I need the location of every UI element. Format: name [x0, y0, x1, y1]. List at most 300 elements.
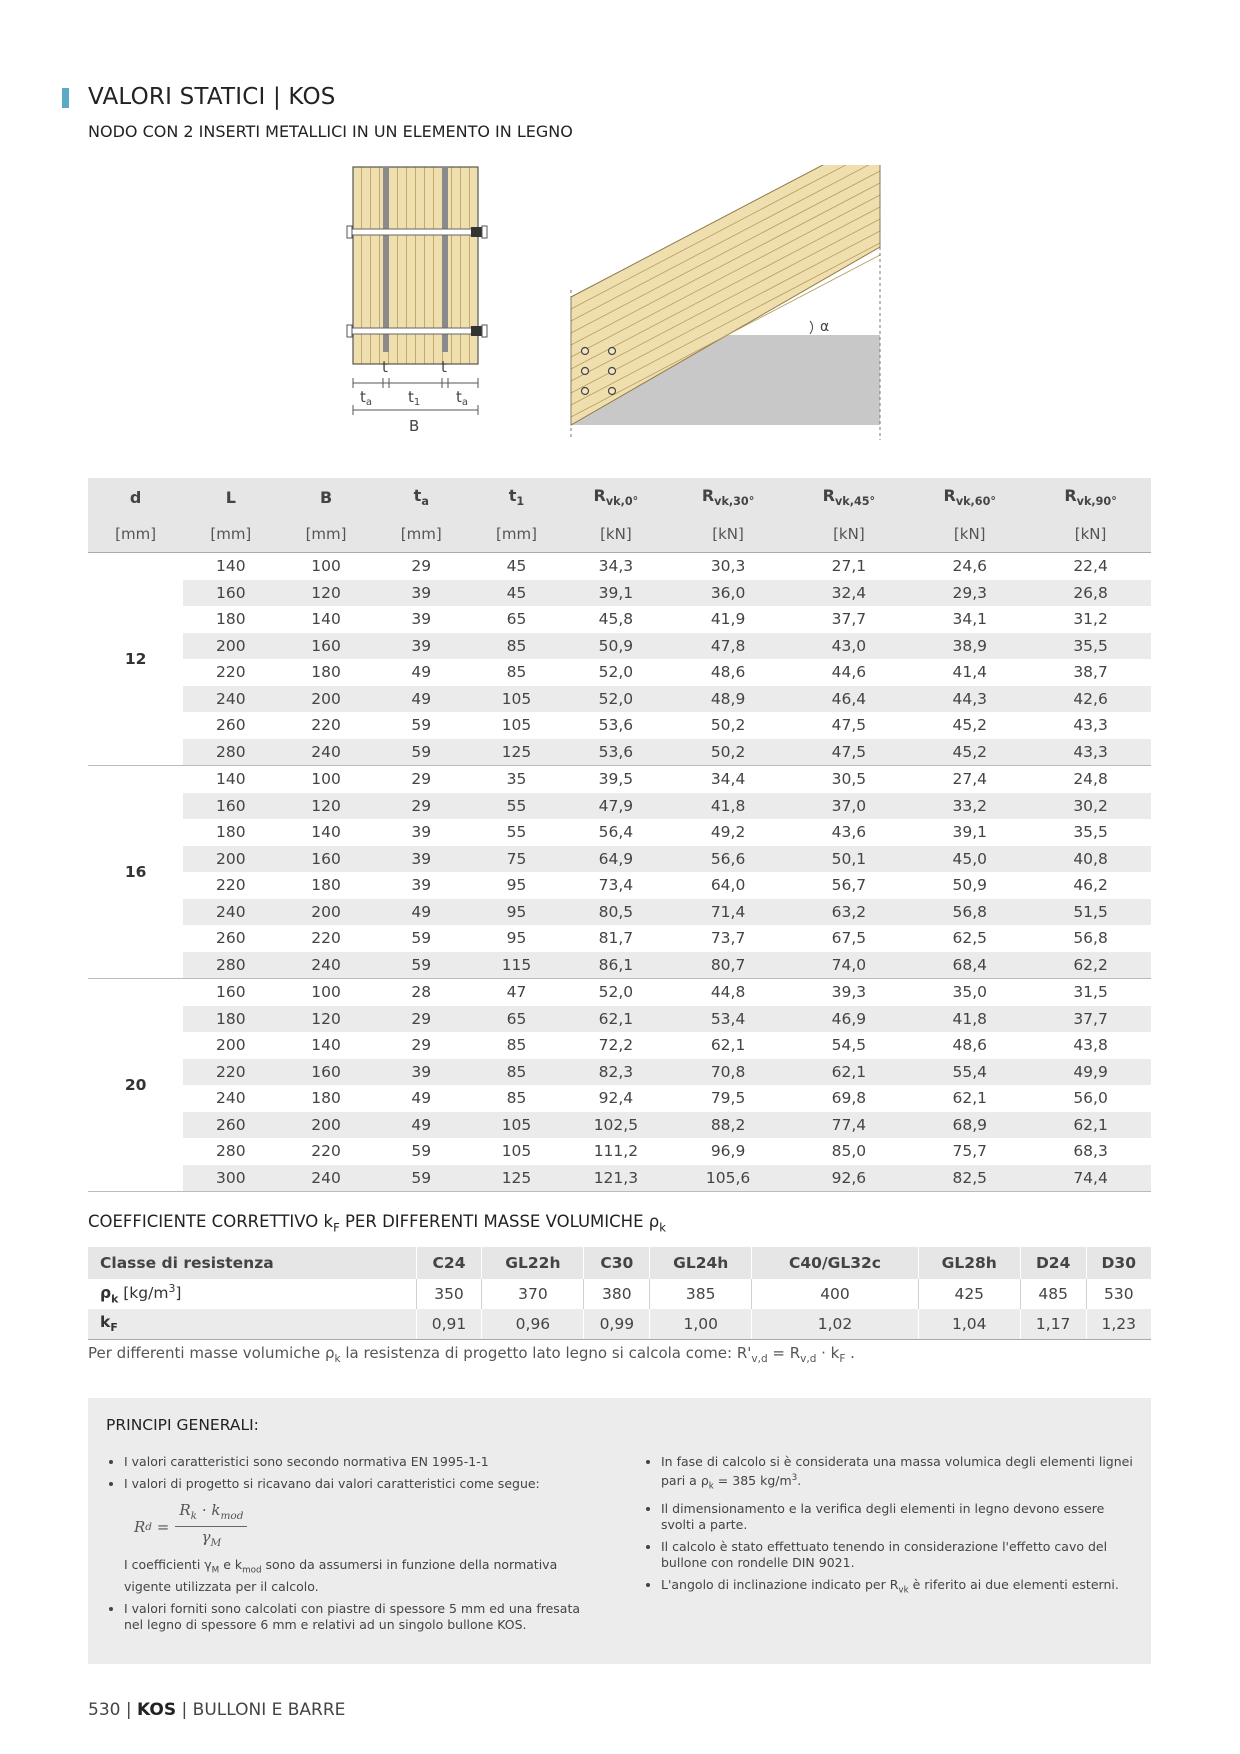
table-cell: 300 [183, 1165, 278, 1192]
table-cell: 43,0 [788, 633, 909, 660]
table-cell: 45,2 [952, 716, 987, 735]
page-footer: 530 | KOS | BULLONI E BARRE [88, 1700, 346, 1720]
table-cell: 28 [411, 983, 432, 1002]
page-subtitle: NODO CON 2 INSERTI METALLICI IN UN ELEMENTO IN LEGNO [88, 122, 573, 141]
table-cell: 220 [311, 929, 341, 948]
table-cell: 24,6 [952, 557, 987, 576]
table-cell: 39,5 [598, 770, 634, 789]
table-cell: 39 [374, 846, 469, 873]
table-cell: 41,9 [710, 610, 746, 629]
table-cell: 45,0 [909, 846, 1030, 873]
table-cell: 180 [311, 1089, 341, 1108]
table-cell: 160 [278, 1059, 373, 1086]
table-cell: 31,2 [1073, 610, 1108, 629]
table-cell: 31,5 [1073, 983, 1108, 1002]
table-row [88, 899, 1151, 926]
table-cell: 63,2 [788, 899, 909, 926]
table-row [88, 1138, 1151, 1165]
table-cell: 53,4 [668, 1006, 789, 1033]
table-cell: 39,1 [952, 823, 987, 842]
table-cell: 47,5 [831, 716, 867, 735]
table-cell: 75,7 [952, 1142, 987, 1161]
table-cell: 48,6 [710, 663, 746, 682]
table-cell: 120 [278, 1006, 373, 1033]
table-row [88, 580, 1151, 607]
table-cell: 200 [183, 633, 278, 660]
table-row [88, 766, 1151, 793]
table-cell: 22,4 [1073, 557, 1108, 576]
table-cell: 27,4 [952, 770, 987, 789]
column-header: $R_{vk,90^\circ}$ [1030, 478, 1151, 516]
table-cell: 43,8 [1073, 1036, 1108, 1055]
table-row [88, 1032, 1151, 1059]
table-cell: 260 [216, 716, 246, 735]
table-cell: 35 [506, 770, 527, 789]
table-row [88, 739, 1151, 766]
table-cell: 85 [469, 1059, 564, 1086]
table-cell: 81,7 [598, 929, 634, 948]
rho-value: 380 [584, 1279, 650, 1309]
label-t1: $t_1$ [408, 388, 421, 408]
table-cell: 73,7 [710, 929, 746, 948]
static-values-table [88, 478, 1151, 1192]
principle-item: • Il calcolo è stato effettuato tenendo in considerazione l'effetto cavo del bullone con rondelle DIN 9021. [661, 1539, 1133, 1571]
diameter-cell: 20 [88, 979, 183, 1192]
rho-value: 425 [918, 1279, 1020, 1309]
table-cell: 39,1 [564, 580, 668, 607]
diameter-cell: 16 [88, 766, 183, 979]
table-cell: 200 [278, 899, 373, 926]
table-cell: 50,2 [668, 739, 789, 766]
table-cell: 92,4 [598, 1089, 634, 1108]
principle-item: • I valori di progetto si ricavano dai valori caratteristici come segue: R d = $\frac{R_k \cdot k_{mod}}{\gamma_M}$ I coefficienti $\gamma_M$ e $k_{mod}$ sono da assumersi in funzione della normativa vigente utilizzata per il calcolo. [124, 1476, 596, 1595]
table-cell: 46,2 [1073, 876, 1108, 895]
table-cell: 55,4 [909, 1059, 1030, 1086]
table-cell: 67,5 [831, 929, 867, 948]
design-value-formula: R d = $\frac{R_k \cdot k_{mod}}{\gamma_M}$ [134, 1502, 596, 1551]
table-cell: 56,7 [831, 876, 867, 895]
table-cell: 280 [183, 739, 278, 766]
principle-item: • In fase di calcolo si è considerata una massa volumica degli elementi lignei pari a $\rho_k = 385$ $kg/m^3$. [661, 1454, 1133, 1495]
table-cell: 200 [278, 686, 373, 713]
table-cell: 39 [374, 633, 469, 660]
table-cell: 74,0 [788, 952, 909, 979]
table-cell: 62,1 [564, 1006, 668, 1033]
table-cell: 69,8 [831, 1089, 867, 1108]
table-row [88, 606, 1151, 633]
kf-value: 0,96 [482, 1309, 584, 1340]
column-unit: [mm] [88, 516, 183, 553]
kf-value: 1,02 [752, 1309, 918, 1340]
table-cell: 49 [374, 1112, 469, 1139]
table-cell: 140 [216, 557, 246, 576]
table-cell: 56,6 [668, 846, 789, 873]
table-cell: 140 [311, 610, 341, 629]
table-row [88, 686, 1151, 713]
table-cell: 44,3 [909, 686, 1030, 713]
table-row [88, 1165, 1151, 1192]
table-cell: 52,0 [564, 686, 668, 713]
column-unit: [mm] [183, 516, 278, 553]
kf-value: 1,04 [918, 1309, 1020, 1340]
table-cell: 37,7 [831, 610, 867, 629]
table-cell: 82,5 [909, 1165, 1030, 1192]
technical-drawing [330, 165, 900, 465]
table-cell: 53,6 [564, 739, 668, 766]
table-cell: 24,8 [1073, 770, 1108, 789]
table-cell: 48,6 [952, 1036, 987, 1055]
table-cell: 220 [183, 1059, 278, 1086]
table-cell: 29 [374, 1006, 469, 1033]
coef-header-label: Classe di resistenza [88, 1247, 416, 1279]
class-header: GL22h [482, 1247, 584, 1279]
class-header: D30 [1086, 1247, 1151, 1279]
table-cell: 39 [374, 1059, 469, 1086]
table-cell: 62,5 [952, 929, 987, 948]
footer-section: BULLONI E BARRE [192, 1700, 346, 1720]
rho-value: 400 [752, 1279, 918, 1309]
table-row [88, 633, 1151, 660]
table-cell: 45 [469, 580, 564, 607]
table-cell: 52,0 [598, 983, 634, 1002]
table-cell: 49 [374, 899, 469, 926]
rho-value: 370 [482, 1279, 584, 1309]
table-cell: 29 [411, 557, 432, 576]
inclined-beam-view [571, 165, 880, 440]
table-cell: 102,5 [564, 1112, 668, 1139]
table-cell: 92,6 [788, 1165, 909, 1192]
table-cell: 85 [506, 1036, 527, 1055]
table-cell: 49,2 [710, 823, 746, 842]
table-cell: 68,9 [909, 1112, 1030, 1139]
rho-value: 485 [1020, 1279, 1086, 1309]
table-cell: 29 [411, 1036, 432, 1055]
kf-value: 1,23 [1086, 1309, 1151, 1340]
diameter-cell: 12 [88, 553, 183, 766]
kf-value: 0,99 [584, 1309, 650, 1340]
table-cell: 120 [278, 580, 373, 607]
table-cell: 34,4 [710, 770, 746, 789]
table-row [88, 659, 1151, 686]
table-cell: 62,1 [1030, 1112, 1151, 1139]
table-cell: 120 [278, 793, 373, 820]
table-cell: 42,6 [1030, 686, 1151, 713]
table-row [88, 712, 1151, 739]
label-ta-left: $t_a$ [360, 388, 373, 408]
table-cell: 96,9 [710, 1142, 746, 1161]
table-row [88, 925, 1151, 952]
table-cell: 56,0 [1073, 1089, 1108, 1108]
table-cell: 160 [278, 633, 373, 660]
table-cell: 105 [501, 1142, 532, 1161]
table-cell: 56,8 [909, 899, 1030, 926]
column-header: $t_a$ [374, 478, 469, 516]
table-cell: 47 [506, 983, 527, 1002]
table-cell: 47,8 [668, 633, 789, 660]
column-unit: [kN] [909, 516, 1030, 553]
table-cell: 65 [469, 1006, 564, 1033]
column-unit: [kN] [564, 516, 668, 553]
table-cell: 160 [278, 846, 373, 873]
table-cell: 53,6 [598, 716, 634, 735]
table-cell: 59 [374, 739, 469, 766]
column-header: $R_{vk,0^\circ}$ [564, 478, 668, 516]
table-row [88, 846, 1151, 873]
table-cell: 140 [216, 770, 246, 789]
table-cell: 44,6 [831, 663, 867, 682]
column-header: $R_{vk,45^\circ}$ [788, 478, 909, 516]
label-t-left: t [382, 358, 388, 376]
label-B: B [409, 417, 420, 435]
table-cell: 105,6 [668, 1165, 789, 1192]
table-row [88, 979, 1151, 1006]
table-cell: 80,5 [564, 899, 668, 926]
table-row [88, 793, 1151, 820]
table-cell: 220 [216, 876, 246, 895]
rho-value: 385 [650, 1279, 752, 1309]
table-cell: 260 [183, 1112, 278, 1139]
kf-value: 1,00 [650, 1309, 752, 1340]
table-cell: 77,4 [788, 1112, 909, 1139]
table-cell: 47,5 [788, 739, 909, 766]
rho-value: 350 [416, 1279, 482, 1309]
table-cell: 85 [506, 663, 527, 682]
table-cell: 35,5 [1030, 633, 1151, 660]
table-cell: 35,5 [1073, 823, 1108, 842]
column-unit: [mm] [278, 516, 373, 553]
table-cell: 100 [311, 770, 341, 789]
kf-label: $k_F$ [88, 1309, 416, 1340]
table-cell: 38,9 [909, 633, 1030, 660]
table-cell: 240 [278, 739, 373, 766]
label-ta-right: $t_a$ [456, 388, 469, 408]
table-cell: 55 [506, 823, 527, 842]
table-header-row [88, 478, 1151, 516]
table-cell: 121,3 [564, 1165, 668, 1192]
table-cell: 160 [183, 793, 278, 820]
column-unit: [kN] [668, 516, 789, 553]
table-cell: 68,4 [909, 952, 1030, 979]
table-cell: 29 [411, 770, 432, 789]
table-cell: 46,9 [788, 1006, 909, 1033]
table-cell: 240 [278, 1165, 373, 1192]
table-cell: 45 [506, 557, 527, 576]
table-cell: 50,2 [710, 716, 746, 735]
title-accent-bar [62, 88, 69, 108]
kf-value: 0,91 [416, 1309, 482, 1340]
table-cell: 105 [501, 716, 532, 735]
table-cell: 100 [311, 983, 341, 1002]
table-cell: 32,4 [788, 580, 909, 607]
table-cell: 59 [374, 952, 469, 979]
table-cell: 56,8 [1073, 929, 1108, 948]
table-cell: 160 [183, 580, 278, 607]
table-cell: 85,0 [831, 1142, 867, 1161]
table-cell: 33,2 [909, 793, 1030, 820]
table-cell: 41,8 [668, 793, 789, 820]
table-cell: 111,2 [593, 1142, 639, 1161]
page-number: 530 [88, 1700, 121, 1720]
table-cell: 280 [216, 1142, 246, 1161]
table-cell: 43,3 [1073, 716, 1108, 735]
table-row [88, 872, 1151, 899]
table-row [88, 1006, 1151, 1033]
correction-coefficient-table [88, 1247, 1151, 1340]
table-cell: 200 [183, 846, 278, 873]
table-cell: 37,0 [788, 793, 909, 820]
table-cell: 39 [374, 580, 469, 607]
table-cell: 64,0 [710, 876, 746, 895]
table-row [88, 1112, 1151, 1139]
table-cell: 49 [374, 686, 469, 713]
table-cell: 68,3 [1073, 1142, 1108, 1161]
table-cell: 240 [278, 952, 373, 979]
table-cell: 43,3 [1030, 739, 1151, 766]
table-cell: 80,7 [668, 952, 789, 979]
table-cell: 41,4 [952, 663, 987, 682]
table-cell: 49,9 [1030, 1059, 1151, 1086]
table-cell: 85 [506, 1089, 527, 1108]
table-cell: 180 [311, 663, 341, 682]
class-header: C24 [416, 1247, 482, 1279]
table-row [88, 553, 1151, 580]
table-cell: 62,2 [1030, 952, 1151, 979]
column-unit: [mm] [469, 516, 564, 553]
principle-item: • L'angolo di inclinazione indicato per $R_{vk}$ è riferito ai due elementi esterni. [661, 1577, 1133, 1599]
table-cell: 35,0 [952, 983, 987, 1002]
column-unit: [kN] [1030, 516, 1151, 553]
table-cell: 37,7 [1030, 1006, 1151, 1033]
table-cell: 86,1 [564, 952, 668, 979]
footer-brand: KOS [137, 1700, 177, 1720]
principle-item: • I valori forniti sono calcolati con piastre di spessore 5 mm ed una fresata nel legno di spessore 6 mm e relativi ad un singolo bullone KOS. [124, 1601, 596, 1633]
table-cell: 79,5 [710, 1089, 746, 1108]
table-cell: 95 [506, 929, 527, 948]
table-cell: 26,8 [1030, 580, 1151, 607]
section-view [347, 167, 487, 364]
table-cell: 29,3 [909, 580, 1030, 607]
table-cell: 125 [469, 1165, 564, 1192]
table-cell: 43,6 [831, 823, 867, 842]
table-cell: 62,1 [788, 1059, 909, 1086]
table-cell: 30,5 [831, 770, 867, 789]
table-cell: 49 [411, 1089, 432, 1108]
kf-value: 1,17 [1020, 1309, 1086, 1340]
table-cell: 140 [311, 823, 341, 842]
rho-label: $\rho_k$ $[kg/m^3]$ [100, 1282, 182, 1306]
table-cell: 88,2 [668, 1112, 789, 1139]
table-cell: 70,8 [668, 1059, 789, 1086]
table-cell: 45,2 [909, 739, 1030, 766]
table-cell: 180 [183, 1006, 278, 1033]
table-cell: 62,1 [710, 1036, 746, 1055]
label-alpha: α [820, 319, 830, 335]
table-cell: 34,3 [598, 557, 634, 576]
table-units-row [88, 516, 1151, 553]
table-cell: 27,1 [831, 557, 867, 576]
table-cell: 46,4 [788, 686, 909, 713]
column-unit: [mm] [374, 516, 469, 553]
column-header: $R_{vk,60^\circ}$ [909, 478, 1030, 516]
table-cell: 240 [216, 1089, 246, 1108]
table-cell: 105 [469, 686, 564, 713]
table-cell: 48,9 [668, 686, 789, 713]
table-cell: 220 [311, 716, 341, 735]
table-cell: 100 [311, 557, 341, 576]
table-cell: 240 [183, 899, 278, 926]
principle-item: • I valori caratteristici sono secondo normativa EN 1995-1-1 [124, 1454, 596, 1470]
column-header: B [278, 478, 373, 516]
table-cell: 180 [311, 876, 341, 895]
table-cell: 51,5 [1030, 899, 1151, 926]
column-header: L [183, 478, 278, 516]
coef-section-title: COEFFICIENTE CORRETTIVO $k_F$ PER DIFFERENTI MASSE VOLUMICHE $\rho_k$ [88, 1212, 666, 1235]
table-cell: 52,0 [598, 663, 634, 682]
column-header: d [88, 478, 183, 516]
table-row [88, 1059, 1151, 1086]
table-cell: 59 [374, 1165, 469, 1192]
table-cell: 49 [411, 663, 432, 682]
table-cell: 74,4 [1030, 1165, 1151, 1192]
table-cell: 95 [506, 876, 527, 895]
table-cell: 95 [469, 899, 564, 926]
class-header: C30 [584, 1247, 650, 1279]
table-row [88, 952, 1151, 979]
table-cell: 47,9 [564, 793, 668, 820]
principles-left-column [106, 1454, 596, 1639]
general-principles-box [88, 1398, 1151, 1664]
table-row [88, 1085, 1151, 1112]
table-row [88, 819, 1151, 846]
table-cell: 45,8 [598, 610, 634, 629]
column-header: $t_1$ [469, 478, 564, 516]
table-cell: 41,8 [909, 1006, 1030, 1033]
table-cell: 54,5 [831, 1036, 867, 1055]
table-cell: 280 [183, 952, 278, 979]
class-header: D24 [1020, 1247, 1086, 1279]
table-cell: 59 [411, 716, 432, 735]
class-header: C40/GL32c [752, 1247, 918, 1279]
class-header: GL28h [918, 1247, 1020, 1279]
table-cell: 50,9 [952, 876, 987, 895]
table-cell: 180 [216, 610, 246, 629]
table-cell: 38,7 [1073, 663, 1108, 682]
principle-item: • Il dimensionamento e la verifica degli elementi in legno devono essere svolti a parte. [661, 1501, 1133, 1533]
table-cell: 59 [411, 929, 432, 948]
table-cell: 73,4 [598, 876, 634, 895]
table-cell: 140 [311, 1036, 341, 1055]
table-cell: 62,1 [952, 1089, 987, 1108]
table-cell: 65 [506, 610, 527, 629]
table-cell: 125 [469, 739, 564, 766]
table-cell: 36,0 [668, 580, 789, 607]
table-cell: 39 [411, 876, 432, 895]
table-cell: 64,9 [564, 846, 668, 873]
table-cell: 115 [469, 952, 564, 979]
table-cell: 220 [216, 663, 246, 682]
class-header: GL24h [650, 1247, 752, 1279]
table-cell: 220 [311, 1142, 341, 1161]
table-cell: 55 [469, 793, 564, 820]
table-cell: 39 [411, 610, 432, 629]
table-cell: 29 [374, 793, 469, 820]
table-cell: 85 [469, 633, 564, 660]
table-cell: 50,9 [564, 633, 668, 660]
table-cell: 30,2 [1030, 793, 1151, 820]
table-cell: 34,1 [952, 610, 987, 629]
table-cell: 71,4 [668, 899, 789, 926]
table-cell: 240 [183, 686, 278, 713]
